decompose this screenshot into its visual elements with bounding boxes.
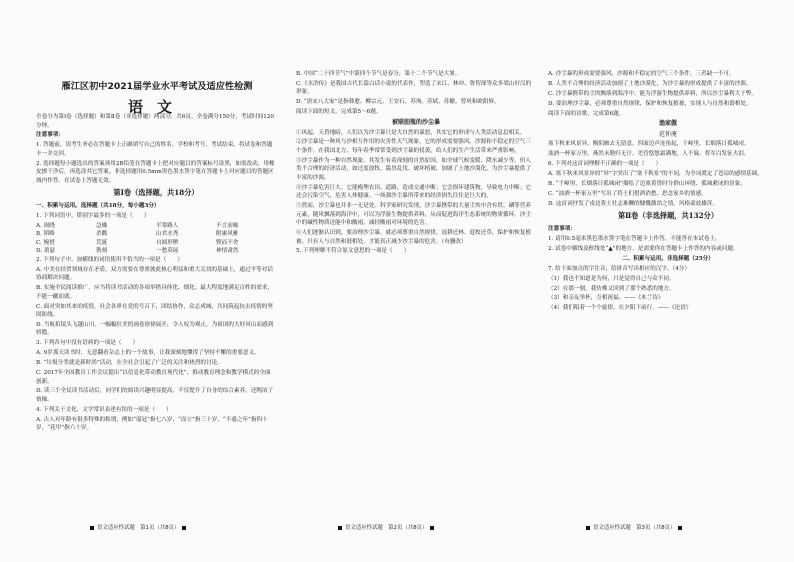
section-2-title: 第Ⅱ卷（非选择题，共132分） bbox=[617, 211, 719, 221]
note-3: 1. 请用0.5毫米黑色墨水签字笔在答题卡上作答，不能答在本试卷上。 bbox=[548, 236, 721, 243]
paragraph-2: ②沙尘暴是一种风与沙相互作用的灾害性天气现象，它的形成需要强风、沙源和不稳定的空气三个条件。在我国北方，每年春季常常受到沙尘暴的侵袭，给人们的生产生活带来严重影响。 bbox=[296, 139, 531, 154]
question-7: 7. 给下面加点的字注音，给拼音写出相应的汉字。（4分） bbox=[548, 265, 691, 272]
paragraph-5: ⑤然而，沙尘暴也并非一无是处。科学家研究发现，沙尘暴携带的大量尘埃中含有铁、磷等营养元素，随风飘落到海洋中，可以为浮游生物提供养料，从而促进海洋生态系统的物质循环。沙尘中的碱性物质还能中和酸雨，减轻酸雨对环境的危害。 bbox=[296, 203, 531, 227]
exam-title: 雁江区初中2021届学业水平考试及适应性检测 bbox=[61, 81, 253, 92]
page-footer-3: 语文适应性试题 第3页（共8页） bbox=[586, 523, 685, 531]
q1-option-row: B. 韬略 杀戳 山君水秀 附庸风雅 bbox=[36, 231, 239, 238]
q4-option-d: D. “唐宋八大家”是指韩愈、柳宗元、王安石、苏洵、苏轼、苏辙、曾巩和欧阳修。 bbox=[296, 99, 500, 106]
paragraph-3: ③沙尘暴作为一种自然现象，其发生有着深刻的自然原因，如全球气候变暖、降水减少等。但人类不合理的经济活动，如过度放牧、滥垦乱伐、破坏植被，加剧了土地沙漠化，为沙尘暴提供了丰富的沙源。 bbox=[296, 157, 531, 181]
q7-item-1: （1）我也不知道是为何，只是觉得自己与众不同。 bbox=[548, 275, 675, 282]
square-mark-icon bbox=[182, 526, 186, 530]
question-2: 2. 下列句子中，加横线的词语使用不恰当的一项是（ ） bbox=[36, 256, 183, 263]
q6-option-b: B. “千嶂里，长烟落日孤城闭”描绘了边塞黄昏时分群山环绕、孤城紧闭的景象。 bbox=[548, 181, 746, 188]
page-footer-2: 语文适应性试题 第2页（共8页） bbox=[338, 523, 437, 531]
q7-item-3: （3）和亲友举杯，互相祝福。——《木兰诗》 bbox=[548, 295, 664, 302]
q3-option-c: C. 2017年全国教育工作会议提出“以信息化带动教育现代化”，推动教育理念和教学模式的全面创新。 bbox=[36, 370, 271, 385]
paragraph-6: ⑥人们逐渐认识到，要治理沙尘暴，就必须尊重自然规律，退耕还林、退牧还草，保护和恢复植被。只有人与自然和谐相处，才能真正减少沙尘暴的危害。（有删改） bbox=[296, 230, 531, 245]
column-1 bbox=[36, 113, 276, 434]
section-1-title: 第Ⅰ卷（选择题，共18分） bbox=[113, 188, 199, 198]
poem-stanza-2: 浊酒一杯家万里，燕然未勒归无计。羌管悠悠霜满地，人不寐，将军白发征夫泪。 bbox=[548, 151, 750, 158]
q2-option-d: D. 当航拍镜头飞越山川，一幅幅壮美的画卷徐徐展开，令人叹为观止，为祖国的大好河山而感到骄傲。 bbox=[36, 321, 274, 337]
question-1: 1. 下列词语中，错别字最多的一项是（ ） bbox=[36, 213, 150, 219]
q5-option-c: C. 沙尘暴携带的尘埃飘落到海洋中，能为浮游生物提供养料，所以沙尘暴利大于弊。 bbox=[548, 90, 758, 97]
poem-title: 渔家傲 bbox=[658, 120, 677, 128]
reading-intro: 阅读下面的短文，完成第5～6题。 bbox=[296, 109, 382, 116]
column-2 bbox=[296, 70, 536, 257]
subject-title: 语文 bbox=[127, 98, 186, 116]
q2-option-a: A. 中美在经贸领域存在矛盾，双方需要在尊重彼此核心利益和重大关切的基础上，通过平等对话协商解决问题。 bbox=[36, 266, 273, 282]
q5-option-a: A. 沙尘暴的形成需要强风、沙源和不稳定的空气三个条件，三者缺一不可。 bbox=[548, 71, 735, 77]
poem-stanza-1: 塞下秋来风景异，衡阳雁去无留意。四面边声连角起，千嶂里，长烟落日孤城闭。 bbox=[548, 141, 750, 148]
q2-option-c: C. 面对突如其来的疫情，社会各界在党的号召下，团结协作，众志成城，共同筑起抗击疫情的坚固防线。 bbox=[36, 303, 273, 319]
q4-option-c: C.《水浒传》是我国古代长篇白话小说的代表作，塑造了宋江、林冲、鲁智深等众多梁山好汉的形象。 bbox=[296, 80, 532, 96]
reading-intro-2: 阅读下面的诗歌，完成第6题。 bbox=[548, 110, 625, 117]
q3-option-d: D. 读三个全民读书活动后，同学们的阅读兴趣明显提高，不仅提升了自身的综合素养，还陶冶了情操。 bbox=[36, 388, 274, 403]
exam-intro: 全卷分为第Ⅰ卷（选择题）和第Ⅱ卷（非选择题）两部分，共6页。全卷满分150分，考试时间120分钟。 bbox=[36, 114, 274, 129]
column-3 bbox=[548, 70, 788, 314]
q5-option-b: B. 人类不合理的经济活动加剧了土地沙漠化，为沙尘暴的形成提供了丰富的沙源。 bbox=[548, 80, 752, 87]
note-4: 2. 试卷中横线及框线处“▲”的地方，是需要你在答题卡上作答的内容或问题。 bbox=[548, 246, 739, 253]
q7-item-4: （4）我们唱着一个个旋律，在夕阳下前行。——《论语》 bbox=[548, 305, 692, 312]
question-6: 6. 下列对这首词理解不正确的一项是（ ） bbox=[548, 161, 662, 168]
q4-option-a: A. 古人对年龄有很多特殊的称谓，例如“弱冠”指七八岁，“而立”指三十岁，“不惑之年”指四十岁，“花甲”指六十岁。 bbox=[36, 416, 268, 432]
q5-option-d: D. 要治理沙尘暴，必须尊重自然规律，保护和恢复植被，实现人与自然和谐相处。 bbox=[548, 100, 752, 107]
q1-option-row: C. 惋惜 荒诞 自圆形秽 锲而不舍 bbox=[36, 239, 239, 246]
paragraph-1: ①风起，天昏地暗，人们以为沙尘暴只是大自然的暴怒，其实它的形成与人类活动息息相关。 bbox=[296, 129, 526, 136]
notes-2-title: 注意事项： bbox=[548, 226, 576, 233]
q1-option-row: D. 萧瑟 镌刻 一愁莫展 神情肃然 bbox=[36, 248, 239, 255]
q6-option-d: D. 这首词抒发了戍边将士壮志难酬的慷慨激昂之情，风格豪放雄浑。 bbox=[548, 200, 719, 207]
q1-option-row: A. 闽晓 急燥 半筹路人 不言而喻 bbox=[36, 222, 239, 229]
q7-item-2: （2）在那一刻，我仿佛又回到了那个熟悉的地方。 bbox=[548, 285, 675, 292]
q6-option-c: C. “浊酒一杯家万里”写出了将士们借酒消愁、思念家乡的情感。 bbox=[548, 190, 707, 197]
notes-title: 注意事项： bbox=[36, 132, 64, 139]
q4-option-b: B. 中国“二十四节气”中第四个节气是春分，第十二个节气是大暑。 bbox=[296, 71, 461, 77]
q2-option-b: B. 实施全民阅读推广，应当将读书活动的各项举措具体化、细化、最大程度地满足百姓的需求，不能一蹴而就。 bbox=[36, 285, 274, 300]
passage-title: 被联胆瓶的沙尘暴 bbox=[391, 119, 440, 127]
question-4: 4. 下列关于文化、文学常识表述有误的一项是（ ） bbox=[36, 406, 172, 413]
poem-author: 范仲淹 bbox=[658, 130, 677, 138]
square-mark-icon bbox=[430, 526, 434, 530]
q6-option-a: A. 塞下秋来风景异的“异”字突出了“塞下秋景”的不同，为全词奠定了苍凉的感情基调。 bbox=[548, 171, 763, 178]
page-footer-1: 语文适应性试题 第1页（共8页） bbox=[90, 523, 189, 531]
part-1-title: 一、积累与运用。选择题（共18分，每小题3分） bbox=[36, 203, 160, 210]
square-mark-icon bbox=[338, 526, 342, 530]
square-mark-icon bbox=[678, 526, 682, 530]
q3-option-b: B. “垃圾分类就是新时尚”活动，在全社会引起了广泛的关注和热烈的讨论。 bbox=[36, 360, 223, 367]
paragraph-4: ④沙尘暴危害巨大。它能掩埋农田、道路，造成交通中断；它会损坏建筑物，导致电力中断；它还会污染空气，危害人体健康。一场强沙尘暴所带来的经济损失往往是巨大的。 bbox=[296, 184, 531, 200]
square-mark-icon bbox=[586, 526, 590, 530]
part-2-title: 二、积累与运用。非选择题（25分） bbox=[622, 255, 714, 262]
note-1: 1. 答题前，请考生务必在答题卡上正确填写自己的姓名、学校和考号，考试结束，将试卷和答题卡一并交回。 bbox=[36, 142, 273, 157]
q3-option-a: A. 9岁那天读书时，无意翻看杂志上的一个故事，让我深刻地懂得了坚持不懈的重要意义。 bbox=[36, 350, 260, 357]
note-2: 2. 选择题每小题选出的答案须用2B铅笔在答题卡上把对应题目的答案标号涂黑，如需改动，用橡皮擦干净后，再选涂其它答案。非选择题用0.5mm黑色墨水签字笔在答题卡上对应题目的答题区域内作答。在试卷上答题无效。 bbox=[36, 160, 275, 184]
square-mark-icon bbox=[90, 526, 94, 530]
question-3: 3. 下列各句中没有语病的一项是（ ） bbox=[36, 340, 139, 347]
question-5: 5. 下列理解不符合原文意思的一项是（ ） bbox=[296, 248, 410, 255]
